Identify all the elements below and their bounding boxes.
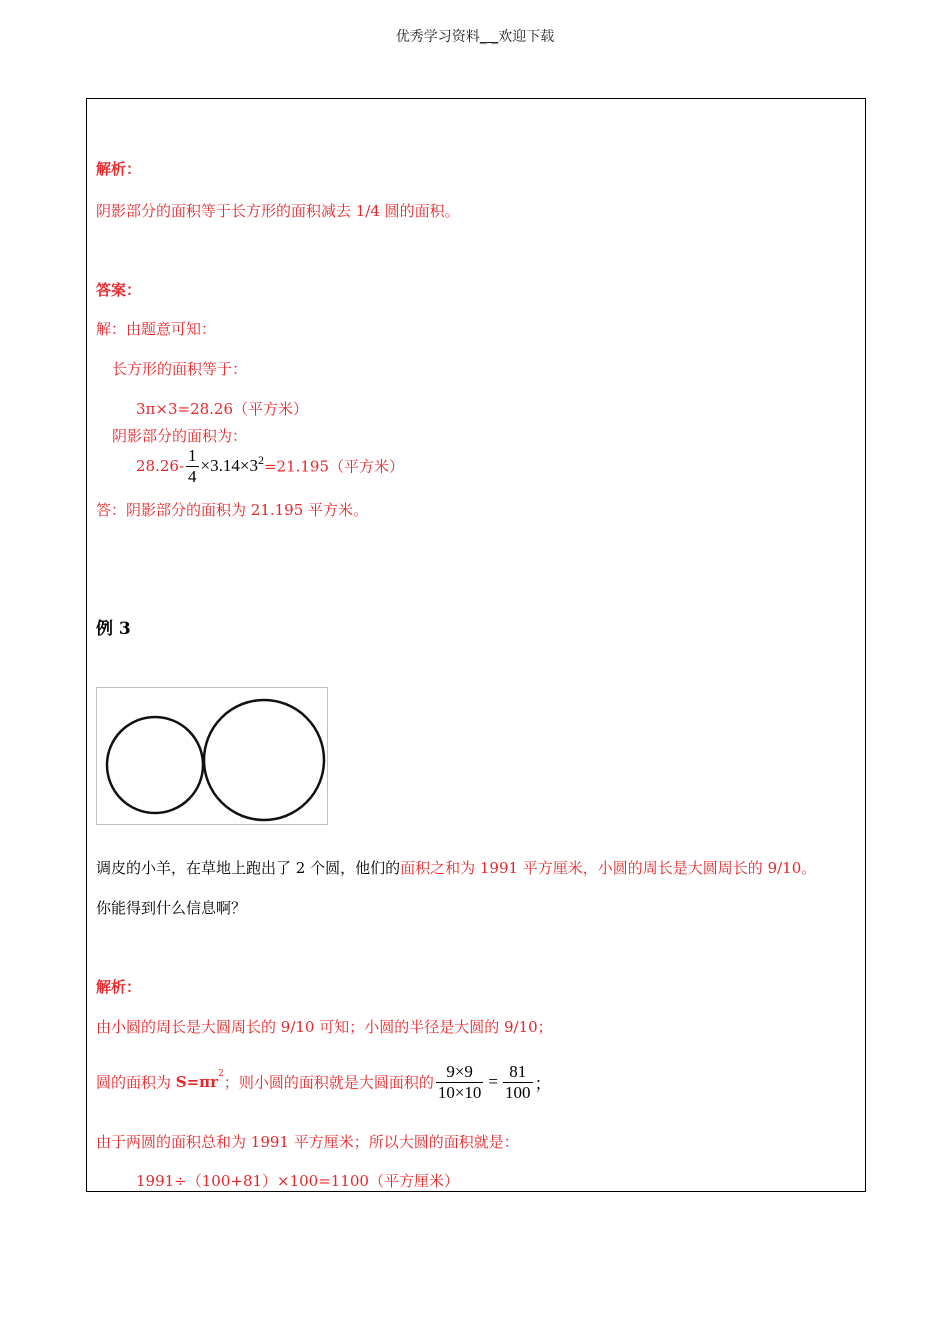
shade-area-calc: [136, 446, 404, 486]
analysis-label: 解析：: [96, 160, 142, 178]
shade-calc-middle: ×3.14×3: [200, 456, 258, 476]
fraction-denominator: 10×10: [437, 1082, 482, 1102]
solve-intro: 解：由题意可知：: [96, 320, 217, 338]
fraction-numerator: 9×9: [436, 1062, 484, 1083]
header-left: 优秀学习资料: [395, 29, 480, 45]
large-circle: [204, 700, 324, 820]
circles-drawing: [97, 688, 327, 824]
rect-area-calc: 3π×3=28.26（平方米）: [136, 400, 309, 418]
example-3-analysis-line2: [96, 1062, 552, 1102]
question-red-part: 面积之和为 1991 平方厘米，小圆的周长是大圆周长的 9/10。: [400, 859, 817, 877]
ratio-fraction-2: [503, 1062, 533, 1102]
shade-area-label: 阴影部分的面积为：: [112, 427, 248, 445]
small-circle: [107, 717, 203, 813]
shade-calc-fraction: [186, 446, 199, 486]
line2-end: ；: [534, 1074, 552, 1094]
question-black-part: 调皮的小羊，在草地上跑出了 2 个圆，他们的: [96, 859, 401, 877]
analysis-text: 阴影部分的面积等于长方形的面积减去 1/4 圆的面积。: [96, 202, 460, 220]
line2-prefix: 圆的面积为: [96, 1073, 176, 1092]
shade-calc-exponent: 2: [257, 453, 264, 468]
fraction-numerator: 1: [188, 446, 197, 465]
fraction-denominator: 4: [188, 466, 197, 486]
example-3-analysis-label: 解析：: [96, 978, 142, 996]
shade-calc-prefix: 28.26-: [136, 457, 185, 476]
ratio-fraction-1: [436, 1062, 484, 1102]
fraction-denominator: 100: [505, 1082, 531, 1102]
page-header: [0, 26, 950, 46]
fraction-numerator: 81: [503, 1062, 533, 1083]
example-3-analysis-line3: 由于两圆的面积总和为 1991 平方厘米；所以大圆的面积就是：: [96, 1133, 519, 1151]
answer-label: 答案：: [96, 281, 142, 299]
area-formula-exponent: 2: [218, 1069, 224, 1080]
header-sep: _ _: [479, 29, 499, 45]
equals-sign: =: [488, 1072, 499, 1092]
example-3-analysis-line4: 1991÷（100+81）×100=1100（平方厘米）: [136, 1172, 459, 1190]
area-formula: S=πr: [175, 1073, 219, 1092]
two-circles-figure: [96, 687, 328, 825]
shade-calc-suffix: =21.195（平方米）: [263, 457, 405, 476]
example-3-title: 例 3: [96, 619, 131, 639]
example-3-question-line2: 你能得到什么信息啊？: [96, 899, 247, 917]
example-3-question: [96, 857, 816, 878]
header-right: 欢迎下载: [498, 29, 555, 45]
rect-area-label: 长方形的面积等于：: [112, 360, 248, 378]
line2-middle: ；则小圆的面积就是大圆面积的: [223, 1073, 434, 1092]
answer-conclusion: 答：阴影部分的面积为 21.195 平方米。: [96, 501, 369, 519]
example-3-analysis-line1: 由小圆的周长是大圆周长的 9/10 可知；小圆的半径是大圆的 9/10；: [96, 1018, 553, 1036]
